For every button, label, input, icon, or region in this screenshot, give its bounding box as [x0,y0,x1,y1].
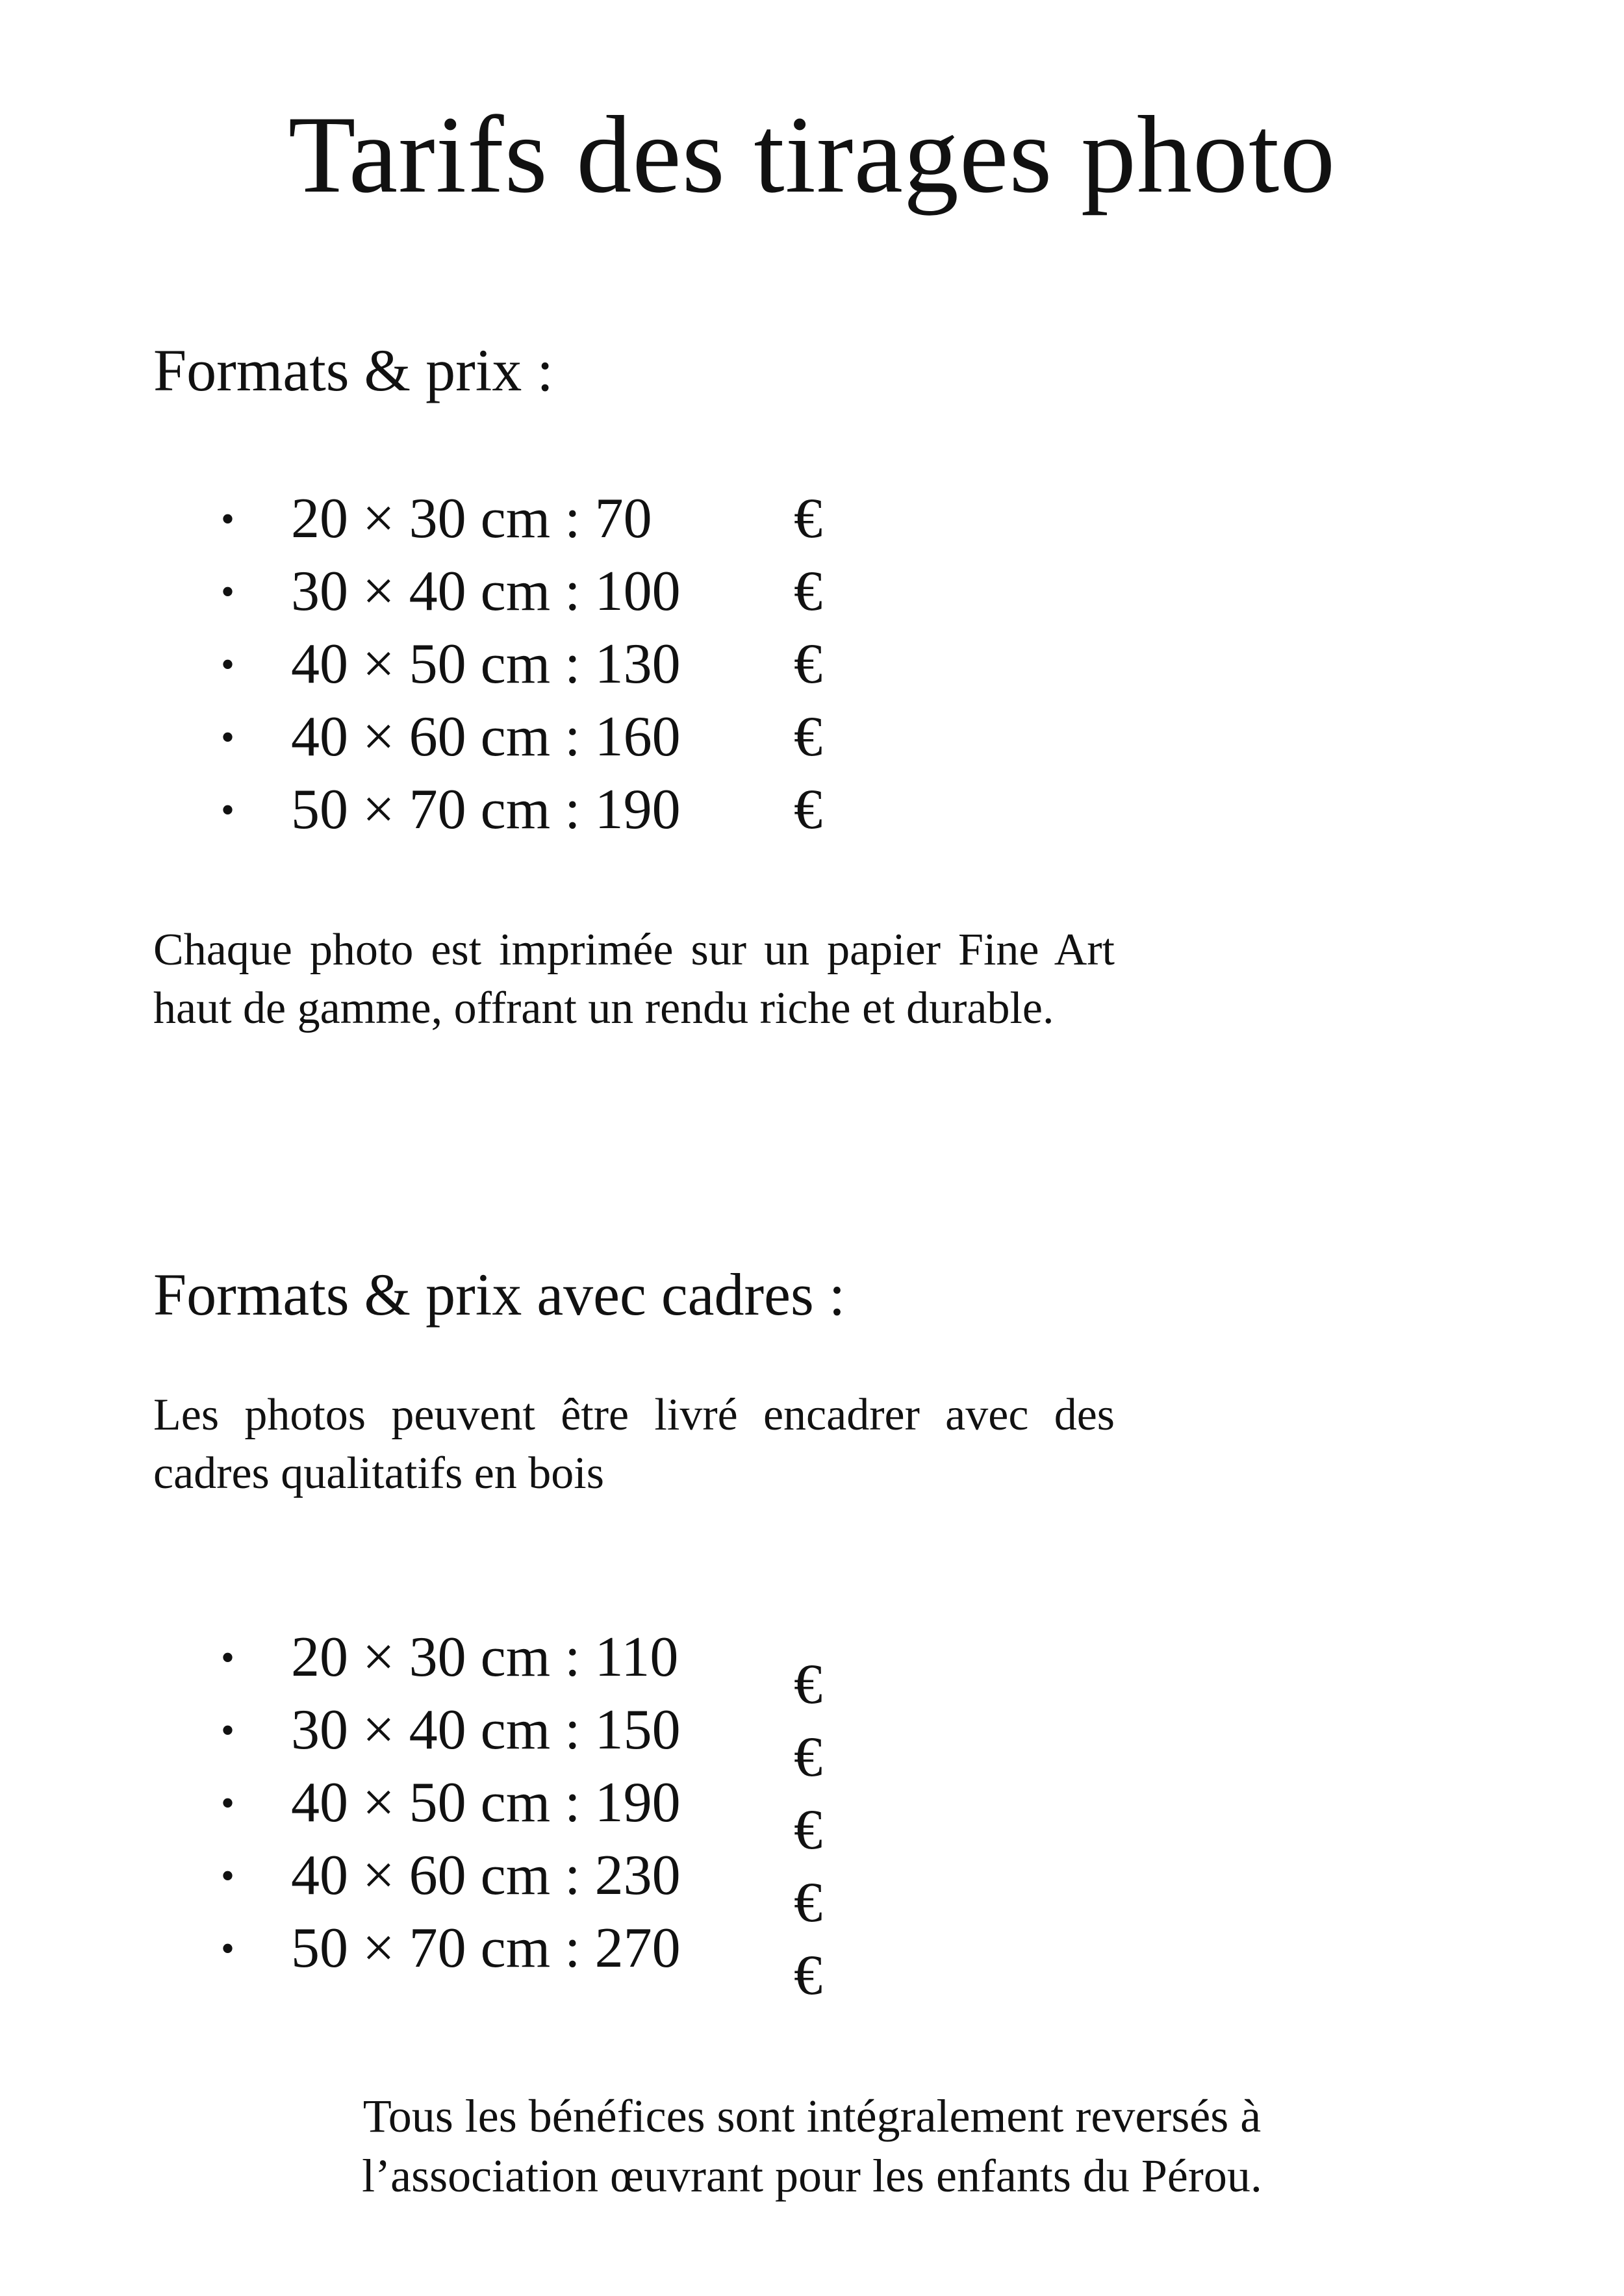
size-price-label: 30 × 40 cm : 100 [291,560,681,623]
framed-price-item [0,1767,909,1861]
size-price-label: 20 × 30 cm : 110 [291,1626,679,1689]
euro-sign: € [794,1944,822,2007]
framed-price-item [0,1839,909,1934]
size-price-label: 50 × 70 cm : 190 [291,778,681,841]
footer-charity-note: Tous les bénéfices sont intégralement reversés à l’association œuvrant pour les enfants du Pérou. [362,2090,1262,2202]
euro-sign: € [794,487,822,550]
framed-section-heading: Formats & prix avec cadres : [153,1261,846,1328]
euro-sign: € [794,778,822,841]
framed-price-item [0,1912,909,2007]
bullet-icon: • [221,716,235,759]
bullet-icon: • [221,1709,235,1752]
prints-price-list [0,483,909,846]
bullet-icon: • [221,788,235,831]
framed-price-list [0,1621,909,2007]
prints-price-item [0,628,909,701]
prints-price-item [0,701,909,774]
euro-sign: € [794,1726,822,1789]
euro-sign: € [794,1653,822,1716]
prints-section-heading: Formats & prix : [153,337,553,403]
bullet-icon: • [221,1854,235,1897]
size-price-label: 40 × 60 cm : 160 [291,705,681,768]
framed-description: Les photos peuvent être livré encadrer avec des cadres qualitatifs en bois [153,1390,1115,1498]
euro-sign: € [794,705,822,768]
prints-description: Chaque photo est imprimée sur un papier Fine Art haut de gamme, offrant un rendu riche et durable. [153,925,1115,1033]
size-price-label: 20 × 30 cm : 70 [291,487,652,550]
bullet-icon: • [221,498,235,540]
bullet-icon: • [221,1927,235,1970]
size-price-label: 40 × 50 cm : 190 [291,1771,681,1834]
size-price-label: 40 × 60 cm : 230 [291,1844,681,1907]
prints-price-item [0,483,909,555]
euro-sign: € [794,633,822,696]
framed-price-item [0,1621,909,1716]
size-price-label: 30 × 40 cm : 150 [291,1698,681,1761]
size-price-label: 50 × 70 cm : 270 [291,1917,681,1980]
prints-price-item [0,774,909,846]
size-price-label: 40 × 50 cm : 130 [291,633,681,696]
bullet-icon: • [221,1782,235,1824]
framed-price-item [0,1694,909,1789]
bullet-icon: • [221,1636,235,1679]
bullet-icon: • [221,570,235,613]
bullet-icon: • [221,643,235,686]
page-title: Tarifs des tirages photo [288,94,1336,216]
euro-sign: € [794,1871,822,1934]
prints-price-item [0,555,909,628]
euro-sign: € [794,560,822,623]
euro-sign: € [794,1798,822,1861]
